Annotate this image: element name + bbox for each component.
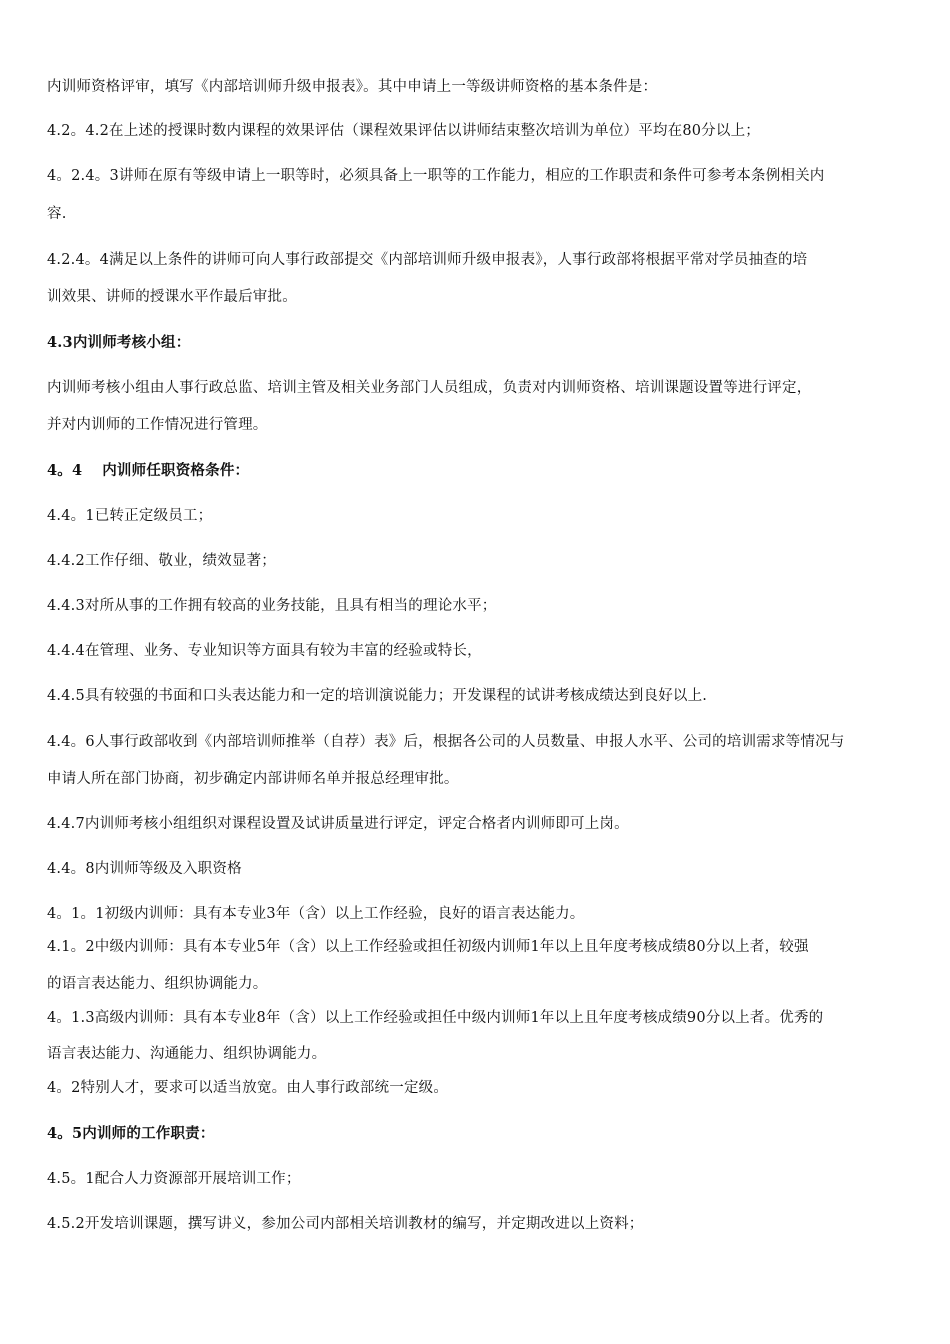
- paragraph-line: 训效果、讲师的授课水平作最后审批。: [47, 289, 297, 305]
- paragraph-line: 内训师资格评审，填写《内部培训师升级申报表》。其中申请上一等级讲师资格的基本条件是：: [47, 79, 658, 95]
- paragraph-line: 4.4。8内训师等级及入职资格: [47, 861, 242, 877]
- paragraph-line: 4.4.4在管理、业务、专业知识等方面具有较为丰富的经验或特长，: [47, 643, 482, 659]
- paragraph-line: 4.4.2工作仔细、敬业，绩效显著；: [47, 553, 276, 569]
- paragraph-line: 4.2。4.2在上述的授课时数内课程的效果评估（课程效果评估以讲师结束整次培训为单位）平均在80分以上；: [47, 123, 760, 139]
- paragraph-line: 语言表达能力、沟通能力、组织协调能力。: [47, 1046, 327, 1062]
- paragraph-line: 并对内训师的工作情况进行管理。: [47, 417, 268, 433]
- paragraph-line: 4。1。1初级内训师：具有本专业3年（含）以上工作经验，良好的语言表达能力。: [47, 906, 585, 922]
- section-heading: 4.3内训师考核小组：: [47, 334, 191, 351]
- section-heading: 4。5内训师的工作职责：: [47, 1125, 215, 1142]
- paragraph-line: 4.4.3对所从事的工作拥有较高的业务技能，且具有相当的理论水平；: [47, 598, 497, 614]
- paragraph-line: 4.4.7内训师考核小组组织对课程设置及试讲质量进行评定，评定合格者内训师即可上岗。: [47, 816, 629, 832]
- paragraph-line: 4。2特别人才，要求可以适当放宽。由人事行政部统一定级。: [47, 1080, 449, 1096]
- paragraph-line: 4.1。2中级内训师：具有本专业5年（含）以上工作经验或担任初级内训师1年以上且年度考核成绩80分以上者，较强: [47, 939, 809, 955]
- paragraph-line: 4.4。1已转正定级员工；: [47, 508, 213, 524]
- paragraph-line: 4.2.4。4满足以上条件的讲师可向人事行政部提交《内部培训师升级申报表》，人事行政部将根据平常对学员抽查的培: [47, 252, 808, 268]
- paragraph-line: 4.4.5具有较强的书面和口头表达能力和一定的培训演说能力；开发课程的试讲考核成绩达到良好以上.: [47, 688, 708, 704]
- paragraph-line: 4.5。1配合人力资源部开展培训工作；: [47, 1171, 301, 1187]
- paragraph-line: 容.: [47, 206, 67, 222]
- section-heading: 4。4 内训师任职资格条件：: [47, 462, 250, 479]
- paragraph-line: 内训师考核小组由人事行政总监、培训主管及相关业务部门人员组成，负责对内训师资格、培训课题设置等进行评定，: [47, 380, 812, 396]
- paragraph-line: 4.5.2开发培训课题，撰写讲义，参加公司内部相关培训教材的编写，并定期改进以上资料；: [47, 1216, 644, 1232]
- paragraph-line: 申请人所在部门协商，初步确定内部讲师名单并报总经理审批。: [47, 771, 459, 787]
- paragraph-line: 的语言表达能力、组织协调能力。: [47, 976, 268, 992]
- paragraph-line: 4。1.3高级内训师：具有本专业8年（含）以上工作经验或担任中级内训师1年以上且年度考核成绩90分以上者。优秀的: [47, 1010, 824, 1026]
- paragraph-line: 4.4。6人事行政部收到《内部培训师推举（自荐）表》后，根据各公司的人员数量、申报人水平、公司的培训需求等情况与: [47, 734, 845, 750]
- paragraph-line: 4。2.4。3讲师在原有等级申请上一职等时，必须具备上一职等的工作能力，相应的工作职责和条件可参考本条例相关内: [47, 168, 825, 184]
